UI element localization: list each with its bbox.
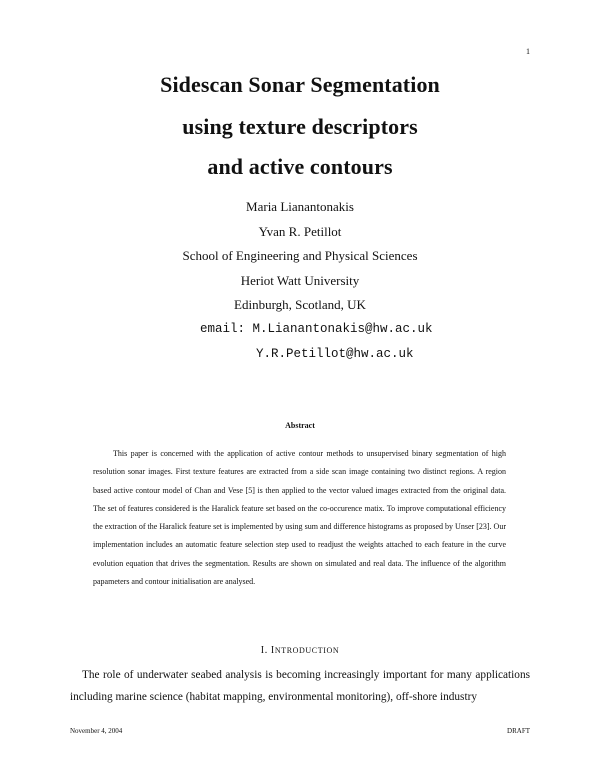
affiliation-location: Edinburgh, Scotland, UK <box>234 297 366 312</box>
section-title-initial: I <box>270 645 275 656</box>
affiliation-school: School of Engineering and Physical Sciences <box>182 248 418 263</box>
abstract-text: This paper is concerned with the application of active contour methods to unsupervised binary segmentation of high resolution sonar images. First texture features are extracted from a side scan image containing two distinct regions. A region based active contour model of Chan and Vese [5] is then applied to the vector valued images extracted from the original data. The set of features considered is the Haralick feature set based on the co-occurence matix. To improve computational efficiency the extraction of the Haralick feature set is implemented by using sum and difference histograms as proposed by Unser [23]. Our implementation includes an automatic feature selection step used to readjust the weights attached to each feature in the curve evolution equation that drives the segmentation. Results are shown on simulated and real data. The influence of the algorithm papameters and contour initialisation are analysed. <box>93 449 506 587</box>
email-line-1: email: M.Lianantonakis@hw.ac.uk <box>200 322 433 336</box>
footer-draft-label: DRAFT <box>507 727 530 735</box>
affiliation-university: Heriot Watt University <box>240 273 360 288</box>
paper-title-line-1: Sidescan Sonar Segmentation <box>160 72 440 97</box>
intro-paragraph: The role of underwater seabed analysis is becoming increasingly important for many applications including marine science (habitat mapping, environmental monitoring), off-shore industry <box>70 669 530 703</box>
paper-title-line-3: and active contours <box>207 154 393 179</box>
paper-title-line-2: using texture descriptors <box>182 114 418 139</box>
abstract-heading: Abstract <box>285 421 315 430</box>
email-line-2: Y.R.Petillot@hw.ac.uk <box>256 347 414 361</box>
section-numeral: I. <box>260 645 268 656</box>
section-heading <box>0 645 600 656</box>
author-name: Maria Lianantonakis <box>246 199 354 214</box>
section-title-rest: NTRODUCTION <box>274 646 340 655</box>
page-number: 1 <box>526 47 530 56</box>
footer-date: November 4, 2004 <box>70 727 123 735</box>
author-name: Yvan R. Petillot <box>258 224 342 239</box>
